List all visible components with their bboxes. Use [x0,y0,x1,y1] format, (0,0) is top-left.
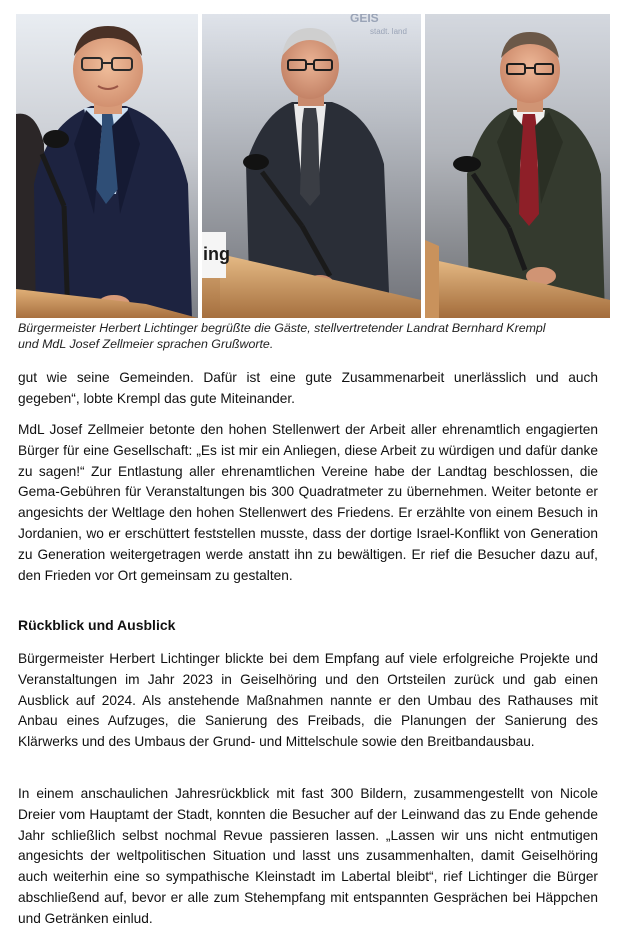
section-heading: Rückblick und Ausblick [18,617,176,633]
caption-line-2: und MdL Josef Zellmeier sprachen Grußworte. [18,336,274,351]
article-paragraph-2: MdL Josef Zellmeier betonte den hohen Stellenwert der Arbeit aller ehrenamtlich engagierten Bürger für eine Gesellschaft: „Es ist mir ein Anliegen, diese Arbeit zu würdigen und dafür danke zu sagen!“ Zur Entlastung aller ehrenamtlichen Vereine habe der Landtag beschlossen, die Gema-Gebühren für Veranstaltungen bis 300 Quadratmeter zu übernehmen. Weiter betonte er angesichts der Weltlage den hohen Stellenwert des Friedens. Er erzählte von einem Besuch in Jordanien, wo er erschüttert feststellen musste, dass der dortige Israel-Konflikt von Generation zu Generation weitergetragen werde anstatt ihn zu bewältigen. Er rief die Besucher dazu auf, den Frieden vor Ort gemeinsam zu gestalten. [18,422,598,583]
photo-caption [18,321,618,352]
svg-text:GEIS: GEIS [350,14,379,25]
photo-lichtinger [16,14,198,318]
article-paragraph-1: gut wie seine Gemeinden. Dafür ist eine gute Zusammenarbeit unerlässlich und auch gegeben“, lobte Krempl das gute Miteinander. [18,370,598,406]
svg-text:stadt. land: stadt. land [370,27,407,36]
caption-line-1: Bürgermeister Herbert Lichtinger begrüßte die Gäste, stellvertretender Landrat Bernhard Krempl [18,321,546,335]
photo-strip [16,14,610,318]
article-paragraph-3: Bürgermeister Herbert Lichtinger blickte bei dem Empfang auf viele erfolgreiche Projekte und Veranstaltungen im Jahr 2023 in Geiselhöring und den Ortsteilen zurück und gab einen Ausblick auf 2024. Als anstehende Maßnahmen nannte er den Umbau des Rathauses mit Anbau eines Aufzuges, die Sanierung des Freibads, die Planungen der Sanierung des Klärwerks und des Umbaus der Grund- und Mittelschule sowie den Breitbandausbau. [18,651,598,750]
photo-krempl [202,14,421,318]
article-paragraph-4: In einem anschaulichen Jahresrückblick mit fast 300 Bildern, zusammengestellt von Nicole Dreier vom Hauptamt der Stadt, konnten die Besucher auf der Leinwand das zu Ende gehende Jahr schließlich selbst nochmal Revue passieren lassen. „Lassen wir uns nicht entmutigen angesichts der weltpolitischen Situation und lasst uns zusammenhalten, damit Geiselhöring auch weiterhin eine so sympathische Kleinstadt im Labertal bleibt“, rief Lichtinger die Bürger abschließend auf, bevor er alle zum Stehempfang mit entspannten Gesprächen bei Häppchen und Getränken einlud. [18,786,598,926]
photo2-sign-text: ing [203,244,230,264]
photo-zellmeier [425,14,610,318]
